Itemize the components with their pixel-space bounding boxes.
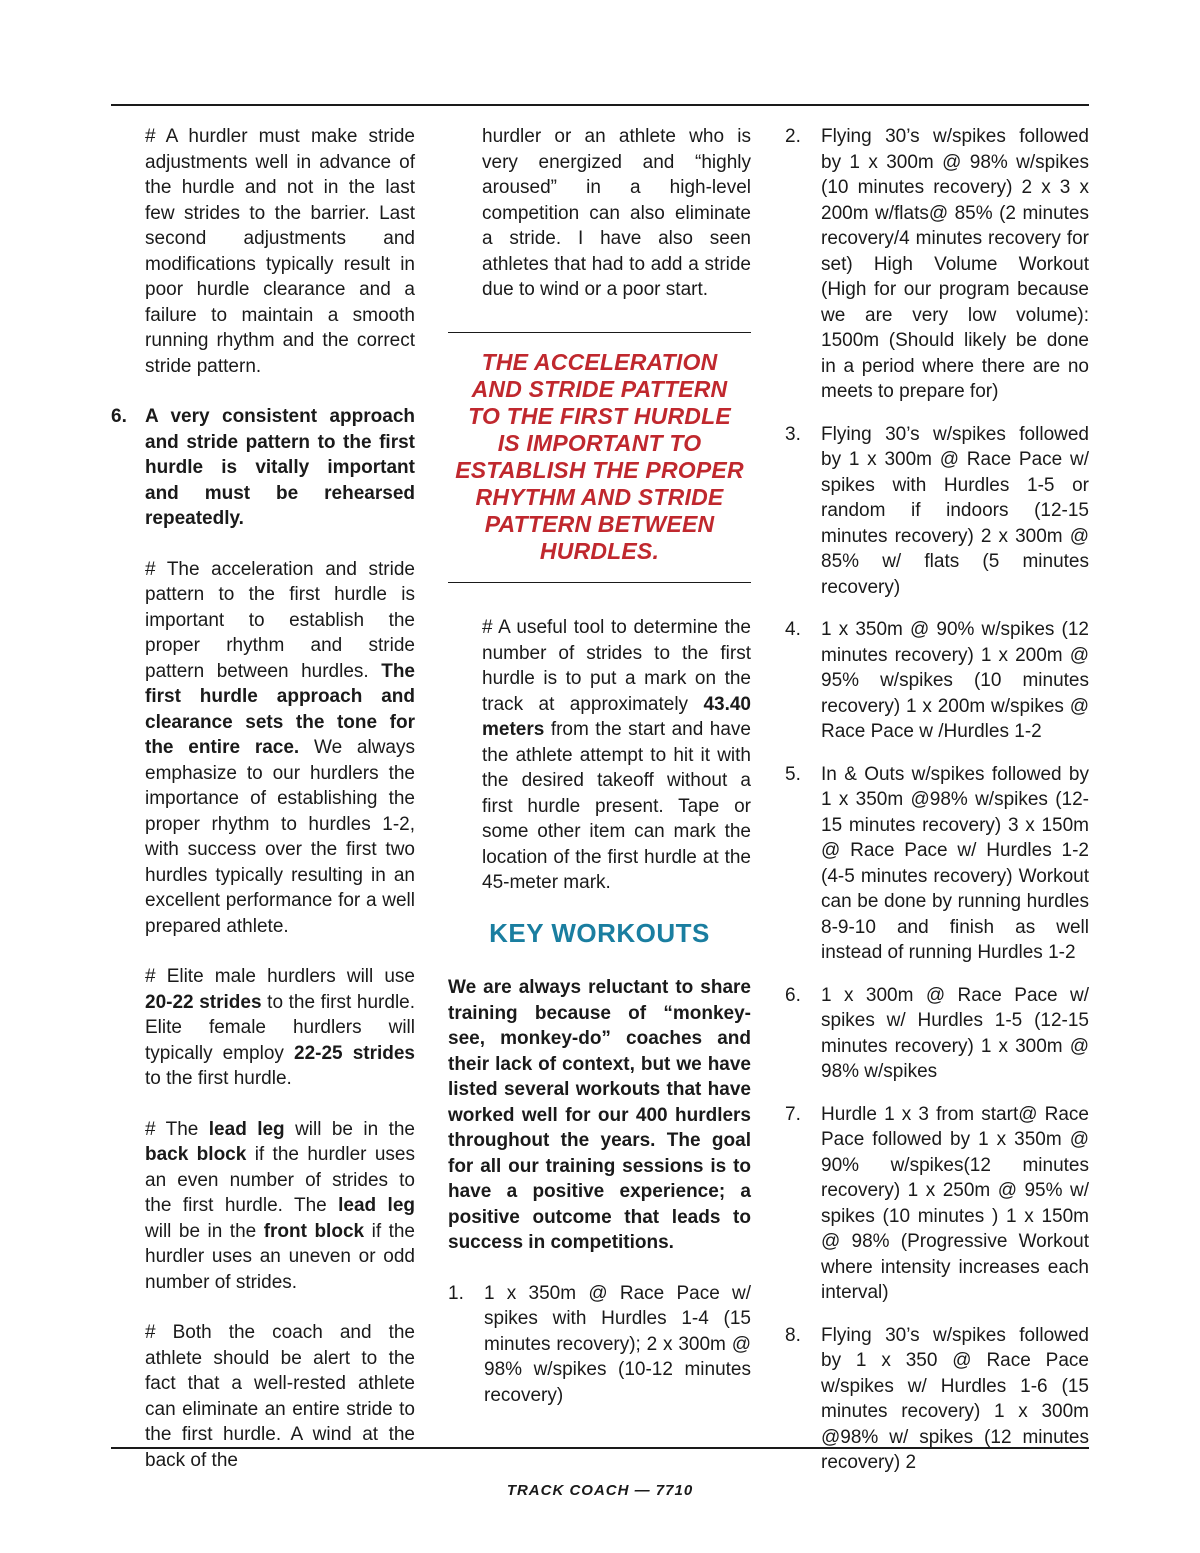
workout-item xyxy=(785,762,1089,966)
key-workouts-intro: We are always reluctant to share training because of “monkey-see, monkey-do” coaches and their lack of context, but we have listed several workouts that have worked well for our 400 hurdlers throughout the years. The goal for all our training sessions is to have a positive experience; a positive outcome that leads to success in competitions. xyxy=(448,977,751,1253)
workout-number: 7. xyxy=(785,1103,801,1125)
point-6-heading xyxy=(111,404,415,532)
section-heading-key-workouts: KEY WORKOUTS xyxy=(489,918,710,948)
column-2-mid xyxy=(482,615,751,896)
pull-quote-line: TO THE FIRST HURDLE xyxy=(468,403,731,429)
pull-quote-line: PATTERN BETWEEN xyxy=(484,511,715,537)
workout-text: Flying 30’s w/spikes followed by 1 x 350 @ Race Pace w/spikes w/ Hurdles 1-6 (15 minutes recovery) 1 x 300m @98% w/ spikes (12 minutes recovery) 2 xyxy=(821,1324,1089,1473)
workout-text: 1 x 350m @ Race Pace w/ spikes with Hurdles 1-4 (15 minutes recovery); 2 x 300m @ 98% w/spikes (10-12 minutes recovery) xyxy=(484,1282,751,1406)
workout-item xyxy=(785,617,1089,745)
pull-quote-line: IS IMPORTANT TO xyxy=(497,430,702,456)
workout-number: 3. xyxy=(785,423,801,445)
pullquote-bottom-rule xyxy=(448,582,751,583)
pullquote-top-rule xyxy=(448,332,751,333)
workout-text: 1 x 300m @ Race Pace w/ spikes w/ Hurdles 1-5 (12-15 minutes recovery) 1 x 300m @ 98% w/spikes xyxy=(821,984,1089,1082)
column-1 xyxy=(111,124,415,1473)
paragraph-useful-tool: # A useful tool to determine the number of strides to the first hurdle is to put a mark on the track at approximately 43.40 meters from the start and have the athlete attempt to hit it with the desired takeoff without a first hurdle present. Tape or some other item can mark the location of the first hurdle at the 45-meter mark. xyxy=(482,617,751,893)
workout-item xyxy=(785,1102,1089,1306)
workout-number: 2. xyxy=(785,126,801,147)
workout-text: Hurdle 1 x 3 from start@ Race Pace followed by 1 x 350m @ 90% w/spikes(12 minutes recovery) 1 x 250m @ 95% w/ spikes (10 minutes ) 1 x 150m @ 98% (Progressive Workout where intensity increases each interval) xyxy=(821,1103,1089,1303)
workout-item xyxy=(785,1323,1089,1476)
pull-quote-line: RHYTHM AND STRIDE xyxy=(475,484,724,510)
workout-number: 5. xyxy=(785,763,801,785)
point-6-number: 6. xyxy=(111,406,127,427)
workout-item xyxy=(785,983,1089,1085)
paragraph-lead-leg: # The lead leg will be in the back block if the hurdler uses an even number of strides to the first hurdle. The lead leg will be in the front block if the hurdler uses an uneven or odd number of strides. xyxy=(145,1118,415,1293)
workout-text: In & Outs w/spikes followed by 1 x 350m @98% w/spikes (12-15 minutes recovery) 3 x 150m @ Race Pace w/ Hurdles 1-2 (4-5 minutes recovery) Workout can be done by running hurdles 8-9-10 and finish as well instead of running Hurdles 1-2 xyxy=(821,763,1089,963)
workout-item xyxy=(785,124,1089,405)
workout-text: Flying 30’s w/spikes followed by 1 x 300m @ Race Pace w/ spikes with Hurdles 1-5 or random if indoors (12-15 minutes recovery) 2 x 300m @ 85% w/ flats (5 minutes recovery) xyxy=(821,423,1089,598)
paragraph-acceleration: # The acceleration and stride pattern to the first hurdle is important to establish the proper rhythm and stride pattern between hurdles. The first hurdle approach and clearance sets the tone for the entire race. We always emphasize to our hurdlers the importance of establishing the proper rhythm to hurdles 1-2, with success over the first two hurdles typically resulting in an excellent performance for a well prepared athlete. xyxy=(145,558,416,937)
workout-number: 1. xyxy=(448,1282,464,1304)
pull-quote-line: AND STRIDE PATTERN xyxy=(471,376,728,402)
top-rule xyxy=(111,104,1089,106)
workout-item xyxy=(448,1281,751,1409)
workout-number: 6. xyxy=(785,984,801,1006)
pull-quote-line: ESTABLISH THE PROPER xyxy=(455,457,744,483)
workout-item xyxy=(785,422,1089,601)
workout-text: Flying 30’s w/spikes followed by 1 x 300m @ 98% w/spikes (10 minutes recovery) 2 x 3 x 200m w/flats@ 85% (2 minutes recovery/4 minutes recovery for set) High Volume Workout (High for our program because we are very low volume): 1500m (Should likely be done in a period where there are no meets to prepare for) xyxy=(821,126,1089,402)
point-6-text: A very consistent approach and stride pattern to the first hurdle is vitally important and must be rehearsed repeatedly. xyxy=(145,406,415,529)
paragraph-stride-adjustments: # A hurdler must make stride adjustments well in advance of the hurdle and not in the last few strides to the barrier. Last second adjustments and modifications typically result in poor hurdle clearance and a failure to maintain a smooth running rhythm and the correct stride pattern. xyxy=(145,126,415,377)
bottom-rule xyxy=(111,1447,1089,1449)
workout-text: 1 x 350m @ 90% w/spikes (12 minutes recovery) 1 x 200m @ 95% w/spikes (10 minutes recovery) 1 x 200m w/spikes @ Race Pace w /Hurdles 1-2 xyxy=(821,619,1089,742)
pull-quote-line: THE ACCELERATION xyxy=(481,349,718,375)
pull-quote xyxy=(448,349,751,565)
paragraph-elite-strides: # Elite male hurdlers will use 20-22 strides to the first hurdle. Elite female hurdlers will typically employ 22-25 strides to the first hurdle. xyxy=(145,966,416,1089)
column-2-bottom xyxy=(448,975,751,1408)
page-footer: TRACK COACH — 7710 xyxy=(506,1482,694,1499)
pull-quote-line: HURDLES. xyxy=(539,538,660,564)
paragraph-well-rested: # Both the coach and the athlete should be alert to the fact that a well-rested athlete can eliminate an entire stride to the first hurdle. A wind at the back of the xyxy=(145,1322,415,1471)
paragraph-continued: hurdler or an athlete who is very energized and “highly aroused” in a high-level competition can also eliminate a stride. I have also seen athletes that had to add a stride due to wind or a poor start. xyxy=(482,126,751,300)
workout-number: 8. xyxy=(785,1324,801,1346)
workout-number: 4. xyxy=(785,619,801,640)
column-2-top xyxy=(482,124,751,303)
column-3 xyxy=(785,124,1089,1476)
